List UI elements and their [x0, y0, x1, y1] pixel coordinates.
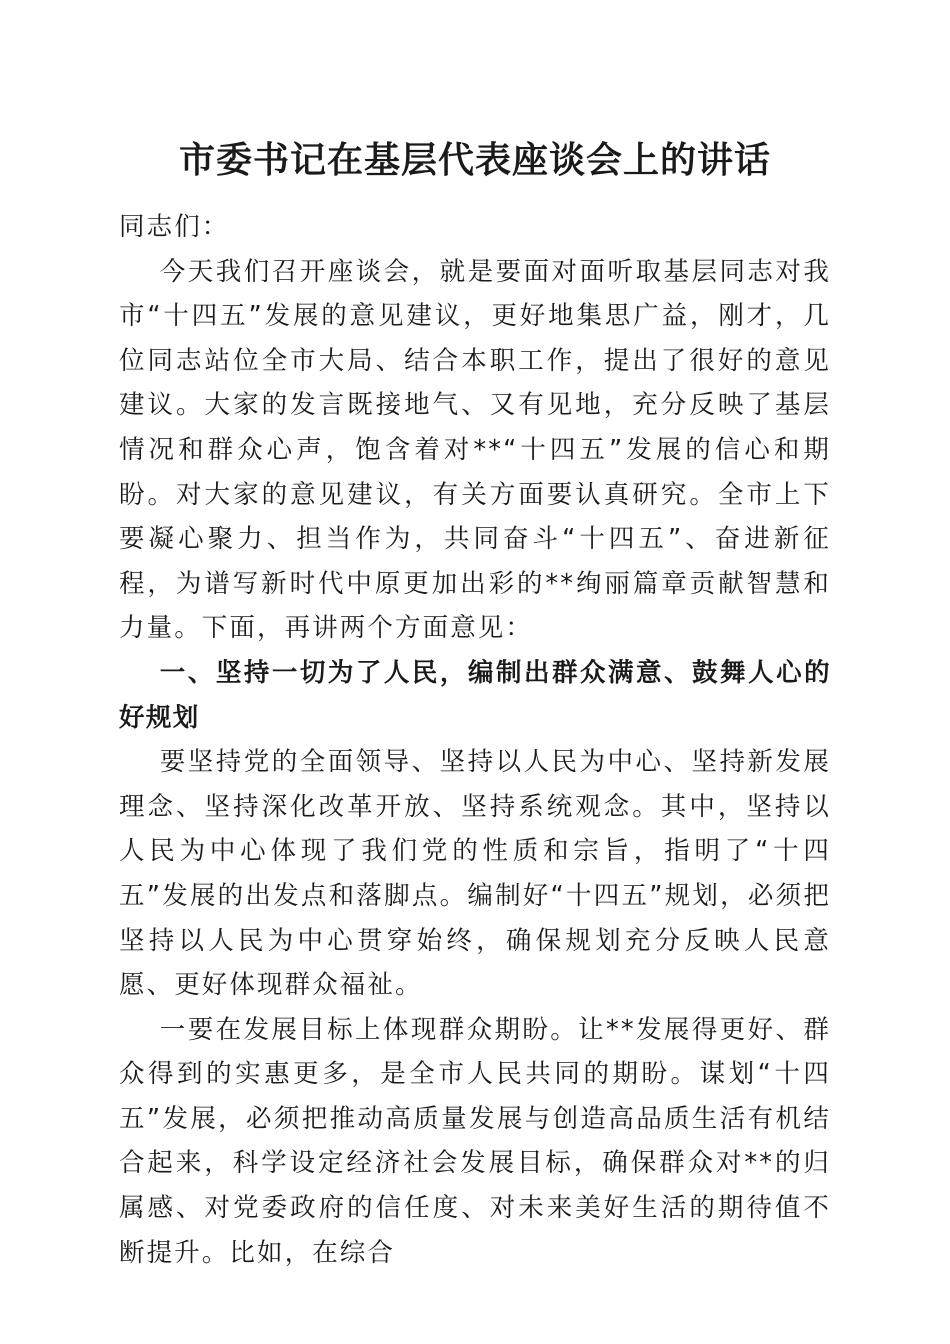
document-body	[119, 205, 831, 1275]
salutation: 同志们：	[119, 212, 230, 242]
section-paragraph: 一要在发展目标上体现群众期盼。让**发展得更好、群众得到的实惠更多，是全市人民共同的期盼。谋划“十四五”发展，必须把推动高质量发展与创造高品质生活有机结合起来，科学设定经济社会发展目标，确保群众对**的归属感、对党委政府的信任度、对未来美好生活的期待值不断提升。比如，在综合	[119, 1014, 831, 1268]
intro-paragraph: 今天我们召开座谈会，就是要面对面听取基层同志对我市“十四五”发展的意见建议，更好地集思广益，刚才，几位同志站位全市大局、结合本职工作，提出了很好的意见建议。大家的发言既接地气、又有见地，充分反映了基层情况和群众心声，饱含着对**“十四五”发展的信心和期盼。对大家的意见建议，有关方面要认真研究。全市上下要凝心聚力、担当作为，共同奋斗“十四五”、奋进新征程，为谱写新时代中原更加出彩的**绚丽篇章贡献智慧和力量。下面，再讲两个方面意见：	[119, 256, 831, 644]
section-paragraph: 要坚持党的全面领导、坚持以人民为中心、坚持新发展理念、坚持深化改革开放、坚持系统观念。其中，坚持以人民为中心体现了我们党的性质和宗旨，指明了“十四五”发展的出发点和落脚点。编制好“十四五”规划，必须把坚持以人民为中心贯穿始终，确保规划充分反映人民意愿、更好体现群众福祉。	[119, 747, 831, 1001]
document-title: 市委书记在基层代表座谈会上的讲话	[178, 139, 771, 181]
section-heading: 一、坚持一切为了人民，编制出群众满意、鼓舞人心的好规划	[119, 657, 831, 733]
